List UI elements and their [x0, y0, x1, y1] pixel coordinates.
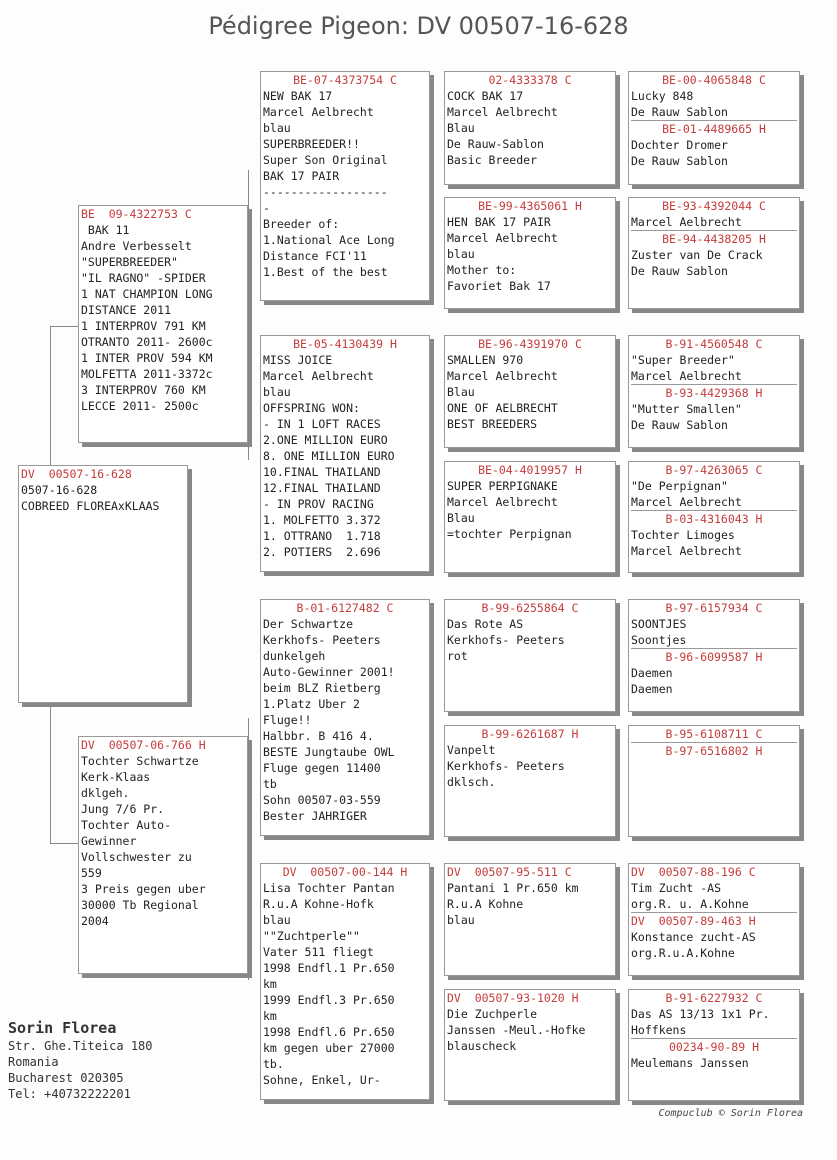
great-grandparent-ring-id: BE-96-4391970 C [478, 337, 582, 351]
grandparent-line: Marcel Aelbrecht [263, 369, 374, 383]
great-grandparent-card[interactable] [444, 725, 616, 837]
grandparent-line: R.u.A Kohne-Hofk [263, 897, 374, 911]
ancestor-ring-id: B-93-4429368 H [631, 384, 797, 401]
grandparent-line: - IN PROV RACING [263, 497, 374, 511]
grandparent-line: 1.Platz Uber 2 [263, 697, 360, 711]
ancestor-ring-id: DV 00507-89-463 H [631, 912, 797, 929]
great-grandparent-line: blauscheck [447, 1039, 517, 1053]
ancestor-line: "Super Breeder" [631, 353, 735, 367]
grandparent-line: 2.ONE MILLION EURO [263, 433, 388, 447]
father-line: DISTANCE 2011 [81, 303, 172, 317]
father-ring-id: BE 09-4322753 C [81, 207, 192, 221]
great-grandparent-line: Janssen -Meul.-Hofke [447, 1023, 586, 1037]
grandparent-line: MISS JOICE [263, 353, 333, 367]
ancestor-line: Das AS 13/13 1x1 Pr. [631, 1007, 770, 1021]
great-grandparent-line: Marcel Aelbrecht [447, 495, 558, 509]
grandparent-line: dunkelgeh [263, 649, 326, 663]
great-grandparent-ring-id: 02-4333378 C [488, 73, 572, 87]
great-grandparent-line: Pantani 1 Pr.650 km [447, 881, 579, 895]
grandparent-line: Sohne, Enkel, Ur- [263, 1073, 381, 1087]
grandparent-line: km [263, 977, 277, 991]
ancestor-ring-id: B-91-6227932 C [665, 991, 763, 1005]
ancestor-pair-card[interactable] [628, 863, 800, 976]
owner-phone: Tel: +40732222201 [8, 1087, 131, 1101]
ancestor-ring-id: 00234-90-89 H [631, 1038, 797, 1055]
grandparent-line: km [263, 1009, 277, 1023]
ancestor-line: De Rauw Sablon [631, 154, 728, 168]
grandparent-card[interactable] [260, 335, 430, 572]
ancestor-line: Tochter Limoges [631, 528, 735, 542]
great-grandparent-line: Marcel Aelbrecht [447, 369, 558, 383]
great-grandparent-line: R.u.A Kohne [447, 897, 524, 911]
ancestor-line: Hoffkens [631, 1023, 687, 1037]
ancestor-line: org.R.u.A.Kohne [631, 946, 735, 960]
great-grandparent-line: SMALLEN 970 [447, 353, 524, 367]
great-grandparent-line: blau [447, 247, 475, 261]
grandparent-line: 1998 Endfl.6 Pr.650 [263, 1025, 395, 1039]
ancestor-pair-card[interactable] [628, 335, 800, 448]
ancestor-ring-id: B-96-6099587 H [631, 648, 797, 665]
grandparent-line: BESTE Jungtaube OWL [263, 745, 395, 759]
father-line: BAK 11 [81, 223, 130, 237]
grandparent-line: Fluge!! [263, 713, 312, 727]
grandparent-line: SUPERBREEDER!! [263, 137, 360, 151]
subject-line: 0507-16-628 [21, 483, 98, 497]
grandparent-line: tb. [263, 1057, 284, 1071]
mother-line: dklgeh. [81, 786, 130, 800]
grandparent-line: OFFSPRING WON: [263, 401, 360, 415]
great-grandparent-line: dklsch. [447, 775, 496, 789]
ancestor-line: "Mutter Smallen" [631, 402, 742, 416]
grandparent-line: Distance FCI'11 [263, 249, 367, 263]
great-grandparent-card[interactable] [444, 461, 616, 573]
great-grandparent-card[interactable] [444, 335, 616, 448]
ancestor-line: Zuster van De Crack [631, 248, 763, 262]
grandparent-line: Lisa Tochter Pantan [263, 881, 395, 895]
ancestor-ring-id: BE-01-4489665 H [631, 120, 797, 137]
grandparent-line: Super Son Original [263, 153, 388, 167]
grandparent-line: 1998 Endfl.1 Pr.650 [263, 961, 395, 975]
great-grandparent-line: Mother to: [447, 263, 517, 277]
ancestor-ring-id: DV 00507-88-196 C [631, 865, 756, 879]
ancestor-ring-id: BE-00-4065848 C [662, 73, 766, 87]
mother-line: Vollschwester zu [81, 850, 192, 864]
ancestor-line: Konstance zucht-AS [631, 930, 756, 944]
grandparent-line: 1. MOLFETTO 3.372 [263, 513, 381, 527]
father-line: 1 NAT CHAMPION LONG [81, 287, 213, 301]
great-grandparent-ring-id: B-99-6261687 H [481, 727, 579, 741]
great-grandparent-line: HEN BAK 17 PAIR [447, 215, 551, 229]
grandparent-line: Fluge gegen 11400 [263, 761, 381, 775]
grandparent-line: Marcel Aelbrecht [263, 105, 374, 119]
ancestor-ring-id: B-97-6157934 C [665, 601, 763, 615]
great-grandparent-line: BEST BREEDERS [447, 417, 538, 431]
subject-card[interactable] [18, 465, 188, 703]
grandparent-ring-id: BE-05-4130439 H [293, 337, 397, 351]
great-grandparent-line: SUPER PERPIGNAKE [447, 479, 558, 493]
grandparent-line: tb [263, 777, 277, 791]
great-grandparent-line: Blau [447, 121, 475, 135]
grandparent-line: km gegen uber 27000 [263, 1041, 395, 1055]
great-grandparent-line: =tochter Perpignan [447, 527, 572, 541]
mother-line: 30000 Tb Regional [81, 898, 199, 912]
ancestor-pair-card[interactable] [628, 725, 800, 837]
connector [430, 650, 443, 780]
ancestor-line: Meulemans Janssen [631, 1056, 749, 1070]
mother-line: Tochter Schwartze [81, 754, 199, 768]
mother-line: Jung 7/6 Pr. [81, 802, 165, 816]
great-grandparent-line: De Rauw-Sablon [447, 137, 544, 151]
ancestor-line: Daemen [631, 666, 673, 680]
ancestor-line: Soontjes [631, 633, 687, 647]
connector [50, 702, 81, 844]
owner-address-line: Bucharest 020305 [8, 1071, 124, 1085]
grandparent-line: Kerkhofs- Peeters [263, 633, 381, 647]
ancestor-line: Dochter Dromer [631, 138, 728, 152]
great-grandparent-ring-id: BE-99-4365061 H [478, 199, 582, 213]
great-grandparent-line: Das Rote AS [447, 617, 524, 631]
grandparent-line: BAK 17 PAIR [263, 169, 340, 183]
grandparent-line: Auto-Gewinner 2001! [263, 665, 395, 679]
ancestor-ring-id: BE-93-4392044 C [662, 199, 766, 213]
great-grandparent-line: Marcel Aelbrecht [447, 231, 558, 245]
great-grandparent-card[interactable] [444, 71, 616, 185]
ancestor-line: Marcel Aelbrecht [631, 369, 742, 383]
mother-ring-id: DV 00507-06-766 H [81, 738, 206, 752]
ancestor-ring-id: B-95-6108711 C [665, 727, 763, 741]
great-grandparent-ring-id: B-99-6255864 C [481, 601, 579, 615]
great-grandparent-line: Kerkhofs- Peeters [447, 633, 565, 647]
grandparent-line: Halbbr. B 416 4. [263, 729, 374, 743]
great-grandparent-line: rot [447, 649, 468, 663]
father-line: OTRANTO 2011- 2600c [81, 335, 213, 349]
mother-line: 3 Preis gegen uber [81, 882, 206, 896]
mother-line: 2004 [81, 914, 109, 928]
ancestor-pair-card[interactable] [628, 461, 800, 573]
grandparent-line: beim BLZ Rietberg [263, 681, 381, 695]
ancestor-ring-id: BE-94-4438205 H [631, 230, 797, 247]
grandparent-line: Der Schwartze [263, 617, 354, 631]
great-grandparent-line: Vanpelt [447, 743, 496, 757]
ancestor-line: SOONTJES [631, 617, 687, 631]
ancestor-pair-card[interactable] [628, 71, 800, 185]
great-grandparent-line: blau [447, 913, 475, 927]
ancestor-pair-card[interactable] [628, 599, 800, 712]
connector [430, 915, 443, 1045]
mother-line: Gewinner [81, 834, 137, 848]
grandparent-line: 8. ONE MILLION EURO [263, 449, 395, 463]
grandparent-line: ""Zuchtperle"" [263, 929, 360, 943]
great-grandparent-line: Favoriet Bak 17 [447, 279, 551, 293]
great-grandparent-ring-id: DV 00507-95-511 C [447, 865, 572, 879]
grandparent-line: 12.FINAL THAILAND [263, 481, 381, 495]
grandparent-ring-id: DV 00507-00-144 H [282, 865, 408, 879]
owner-address-line: Str. Ghe.Titeica 180 [8, 1039, 153, 1053]
ancestor-ring-id: B-03-4316043 H [631, 510, 797, 527]
father-line: "SUPERBREEDER" [81, 255, 178, 269]
father-line: MOLFETTA 2011-3372c [81, 367, 213, 381]
ancestor-line: Lucky 848 [631, 89, 694, 103]
grandparent-line: 1.National Ace Long [263, 233, 395, 247]
mother-line: Kerk-Klaas [81, 770, 151, 784]
grandparent-ring-id: BE-07-4373754 C [293, 73, 397, 87]
grandparent-line: - IN 1 LOFT RACES [263, 417, 381, 431]
father-line: 3 INTERPROV 760 KM [81, 383, 206, 397]
great-grandparent-ring-id: BE-04-4019957 H [478, 463, 582, 477]
ancestor-line: Marcel Aelbrecht [631, 495, 742, 509]
mother-card[interactable] [78, 736, 248, 974]
great-grandparent-line: Kerkhofs- Peeters [447, 759, 565, 773]
grandparent-card[interactable] [260, 71, 430, 301]
grandparent-line: 1. OTTRANO 1.718 [263, 529, 381, 543]
father-line: 1 INTER PROV 594 KM [81, 351, 213, 365]
connector [430, 385, 443, 515]
great-grandparent-line: Blau [447, 385, 475, 399]
grandparent-line: 1.Best of the best [263, 265, 388, 279]
ancestor-ring-id: B-91-4560548 C [665, 337, 763, 351]
ancestor-line: Daemen [631, 682, 673, 696]
ancestor-pair-card[interactable] [628, 989, 800, 1101]
father-line: LECCE 2011- 2500c [81, 399, 199, 413]
great-grandparent-card[interactable] [444, 197, 616, 309]
great-grandparent-line: Blau [447, 511, 475, 525]
ancestor-line: De Rauw Sablon [631, 264, 728, 278]
grandparent-line: blau [263, 121, 291, 135]
father-line: "IL RAGNO" -SPIDER [81, 271, 206, 285]
subject-ring-id: DV 00507-16-628 [21, 467, 132, 481]
grandparent-line: Vater 511 fliegt [263, 945, 374, 959]
ancestor-line: Tim Zucht -AS [631, 881, 722, 895]
page-title: Pédigree Pigeon: DV 00507-16-628 [208, 12, 629, 40]
subject-line: COBREED FLOREAxKLAAS [21, 499, 160, 513]
grandparent-line: - [263, 201, 270, 215]
connector [430, 120, 443, 250]
grandparent-card[interactable] [260, 599, 430, 836]
grandparent-line: 2. POTIERS 2.696 [263, 545, 381, 559]
footer-credit: Compuclub © Sorin Florea [658, 1108, 803, 1119]
ancestor-line: De Rauw Sablon [631, 418, 728, 432]
mother-line: 559 [81, 866, 102, 880]
grandparent-card[interactable] [260, 863, 430, 1100]
grandparent-line: 1999 Endfl.3 Pr.650 [263, 993, 395, 1007]
owner-name: Sorin Florea [8, 1019, 117, 1037]
great-grandparent-line: COCK BAK 17 [447, 89, 524, 103]
ancestor-ring-id: B-97-6516802 H [631, 742, 797, 759]
great-grandparent-card[interactable] [444, 599, 616, 712]
connector [50, 326, 81, 467]
ancestor-line: Marcel Aelbrecht [631, 215, 742, 229]
mother-line: Tochter Auto- [81, 818, 172, 832]
great-grandparent-card[interactable] [444, 989, 616, 1101]
great-grandparent-line: Die Zuchperle [447, 1007, 538, 1021]
grandparent-line: Bester JAHRIGER [263, 809, 367, 823]
grandparent-ring-id: B-01-6127482 C [296, 601, 394, 615]
grandparent-line: Breeder of: [263, 217, 340, 231]
ancestor-ring-id: B-97-4263065 C [665, 463, 763, 477]
owner-info [8, 1018, 153, 1102]
grandparent-line: 10.FINAL THAILAND [263, 465, 381, 479]
ancestor-line: De Rauw Sablon [631, 105, 728, 119]
grandparent-line: Sohn 00507-03-559 [263, 793, 381, 807]
grandparent-line: blau [263, 385, 291, 399]
grandparent-line: blau [263, 913, 291, 927]
ancestor-pair-card[interactable] [628, 197, 800, 309]
father-card[interactable] [78, 205, 248, 443]
ancestor-line: Marcel Aelbrecht [631, 544, 742, 558]
ancestor-line: org.R. u. A.Kohne [631, 897, 749, 911]
great-grandparent-card[interactable] [444, 863, 616, 976]
great-grandparent-line: ONE OF AELBRECHT [447, 401, 558, 415]
great-grandparent-ring-id: DV 00507-93-1020 H [447, 991, 579, 1005]
great-grandparent-line: Marcel Aelbrecht [447, 105, 558, 119]
ancestor-line: "De Perpignan" [631, 479, 728, 493]
great-grandparent-line: Basic Breeder [447, 153, 538, 167]
father-line: Andre Verbesselt [81, 239, 192, 253]
father-line: 1 INTERPROV 791 KM [81, 319, 206, 333]
grandparent-line: ------------------ [263, 185, 388, 199]
grandparent-line: NEW BAK 17 [263, 89, 333, 103]
owner-address-line: Romania [8, 1055, 59, 1069]
